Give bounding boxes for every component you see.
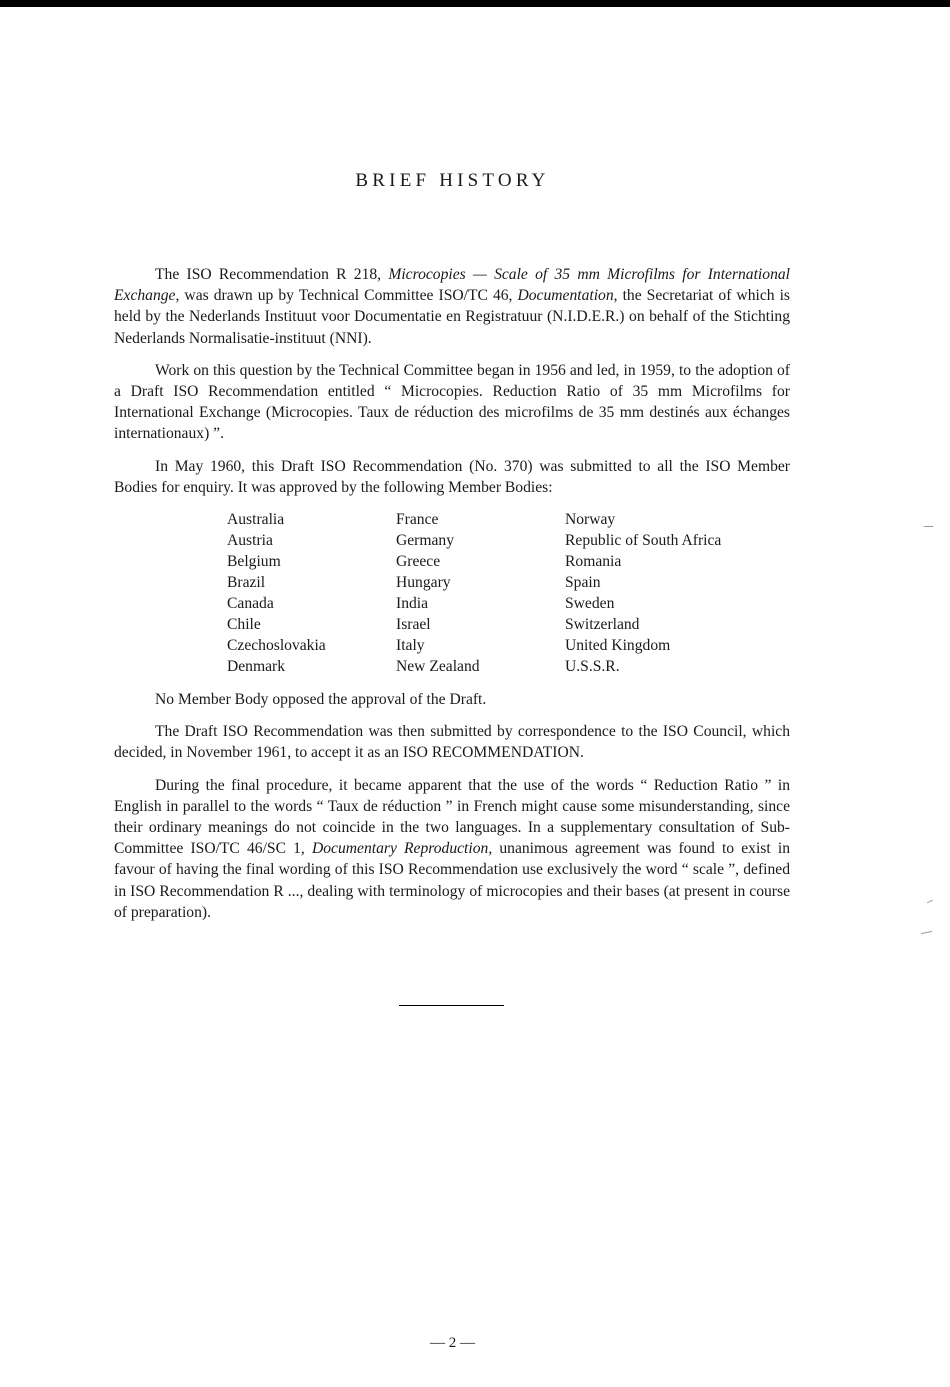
paragraph-1: The ISO Recommendation R 218, Microcopies — Scale of 35 mm Microfilms for International Exchange, was drawn up by Technical Committee ISO/TC 46, Documentation, the Secretariat of which is held by the Nederlands Instituut voor Documentatie en Registratuur (N.I.D.E.R.) on behalf of the Stichting Nederlands Normalisatie-instituut (NNI).: [114, 266, 790, 347]
country-item: Spain: [565, 574, 601, 592]
paragraph-6: During the final procedure, it became apparent that the use of the words “ Reduction Ratio ” in English in parallel to the words “ Taux de réduction ” in French might cause some misunderstanding, since their ordinary meanings do not coincide in the two languages. In a supplementary consultation of Sub-Committee ISO/TC 46/SC 1, Documentary Reproduction, unanimous agreement was found to exist in favour of having the final wording of this ISO Recommendation use exclusively the word “ scale ”, defined in ISO Recommendation R ..., dealing with terminology of microcopies and their bases (at present in course of preparation).: [114, 776, 790, 921]
country-item: Hungary: [396, 574, 451, 592]
country-item: Italy: [396, 637, 425, 655]
paragraph-5: The Draft ISO Recommendation was then submitted by correspondence to the ISO Council, which decided, in November 1961, to accept it as an ISO RECOMMENDATION.: [114, 723, 790, 762]
country-item: Norway: [565, 511, 616, 529]
scan-mark: [924, 526, 933, 527]
country-item: Canada: [227, 595, 274, 613]
section-end-rule: [399, 1005, 504, 1006]
country-item: New Zealand: [396, 658, 480, 676]
country-item: Chile: [227, 616, 261, 634]
country-item: India: [396, 595, 429, 613]
country-item: Switzerland: [565, 616, 640, 634]
history-body: [114, 264, 790, 934]
country-item: Belgium: [227, 553, 281, 571]
country-item: Sweden: [565, 595, 615, 613]
country-item: United Kingdom: [565, 637, 671, 655]
paragraph-3: In May 1960, this Draft ISO Recommendation (No. 370) was submitted to all the ISO Member Bodies for enquiry. It was approved by the following Member Bodies:: [114, 457, 790, 496]
page-number: — 2 —: [430, 1335, 475, 1351]
member-bodies-list: [227, 509, 790, 677]
country-item: Czechoslovakia: [227, 637, 326, 655]
country-item: Austria: [227, 532, 273, 550]
country-item: Republic of South Africa: [565, 532, 722, 550]
country-item: Israel: [396, 616, 431, 634]
country-item: Australia: [227, 511, 285, 529]
paragraph-4: No Member Body opposed the approval of the Draft.: [155, 691, 487, 709]
top-border-rule: [0, 0, 950, 7]
country-item: Germany: [396, 532, 455, 550]
paragraph-2: Work on this question by the Technical Committee began in 1956 and led, in 1959, to the adoption of a Draft ISO Recommendation entitled “ Microcopies. Reduction Ratio of 35 mm Microfilms for International Exchange (Microcopies. Taux de réduction des microfilms de 35 mm destinés aux échanges internationaux) ”.: [114, 361, 790, 443]
page-title: BRIEF HISTORY: [355, 169, 550, 191]
country-item: Denmark: [227, 658, 286, 676]
country-item: Romania: [565, 553, 622, 571]
scan-mark: [921, 931, 932, 934]
country-item: France: [396, 511, 439, 529]
country-item: U.S.S.R.: [565, 658, 620, 676]
scan-mark: [927, 900, 933, 903]
country-item: Greece: [396, 553, 441, 571]
country-item: Brazil: [227, 574, 266, 592]
